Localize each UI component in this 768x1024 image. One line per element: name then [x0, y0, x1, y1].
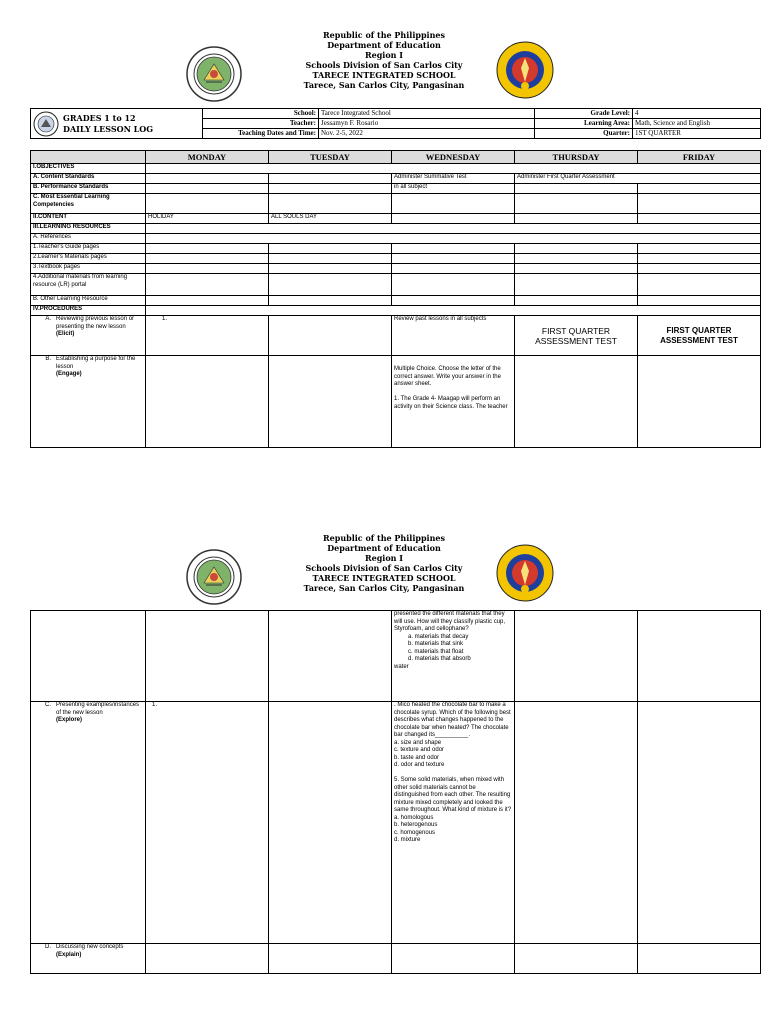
table-row [31, 194, 761, 214]
proc-a-thu: FIRST QUARTER ASSESSMENT TEST [515, 316, 638, 356]
grade-level-value: 4 [633, 109, 761, 119]
table-row [31, 174, 761, 184]
school-value: Tarece Integrated School [319, 109, 535, 119]
day-header: WEDNESDAY [392, 151, 515, 164]
learning-resources-label: III.LEARNING RESOURCES [31, 224, 146, 234]
learning-area-value: Math, Science and English [633, 119, 761, 129]
proc-d-sub: (Explain) [56, 951, 82, 958]
quarter-value: 1ST QUARTER [633, 129, 761, 139]
proc-a-mon: 1. [146, 316, 269, 356]
days-header-row [31, 151, 761, 164]
proc-b-letter: B. [45, 356, 51, 362]
table-row [31, 254, 761, 264]
proc-c-sub: (Explore) [56, 717, 83, 723]
tue-content: ALL SOULS DAY [269, 214, 392, 224]
proc-d-letter: D. [45, 944, 51, 950]
letterhead-division: Schools Division of San Carlos City [305, 563, 463, 573]
table-row [31, 944, 761, 974]
day-header: TUESDAY [269, 151, 392, 164]
proc-b-text: Establishing a purpose for the lesson [56, 356, 136, 370]
content-label: II.CONTENT [31, 214, 146, 224]
choice-b: b. materials that sink [408, 641, 464, 647]
proc-a-letter: A. [45, 316, 51, 322]
table-row [31, 244, 761, 254]
letterhead-region: Region I [364, 50, 404, 60]
table-row [31, 702, 761, 944]
letterhead [0, 30, 768, 90]
letterhead-school: TARECE INTEGRATED SCHOOL [312, 573, 456, 583]
other-resource-label: B. Other Learning Resource [31, 296, 146, 306]
thu-content-standards: Administer First Quarter Assessment [515, 174, 761, 184]
choice-d: d. materials that absorb [408, 656, 471, 662]
teacher-value: Jessamyn F. Rosario [319, 119, 535, 129]
learning-area-label: Learning Area: [535, 119, 633, 129]
proc-b-sub: (Engage) [56, 371, 82, 377]
proc-a-cell [31, 316, 146, 356]
proc-a-text: Reviewing previous lesson or presenting the new lesson [56, 316, 135, 330]
proc-b-wed: Multiple Choice. Choose the letter of the correct answer. Write your answer in the answer sheet. 1. The Grade 4- Maagap will perform an activity on their Science class. The teacher [392, 356, 515, 448]
proc-d-text: Discussing new concepts [56, 944, 124, 950]
proc-c-wed: . Mico heated the chocolate bar to make a chocolate syrup. Which of the following best describes what changes happened to the chocolate bar when heated? The chocolate bar changed its__________. a. size and shape c. texture and odor b. taste and odor d. odor and texture 5. Some solid materials, when mixed with other solid materials cannot be distinguished from each other. The resulting mixture mixed completely and looked the same throughout. What kind of mixture is it? a. homologous b. heterogenous c. homogenous d. mixture [392, 702, 515, 944]
lesson-info-table [30, 108, 761, 139]
table-row [31, 356, 761, 448]
proc-a-sub: (Elicit) [56, 331, 75, 337]
teacher-label: Teacher: [203, 119, 319, 129]
table-row [31, 611, 761, 702]
wed-content-standards: Administer Summative Test [392, 174, 515, 184]
competencies-label: C. Most Essential Learning Competencies [31, 194, 146, 214]
procedures-label: IV.PROCEDURES [31, 306, 146, 316]
letterhead-department: Department of Education [327, 543, 441, 553]
letterhead [0, 533, 768, 593]
proc-c-cell [31, 702, 146, 944]
proc-c-letter: C. [45, 702, 51, 708]
objectives-label: I.OBJECTIVES [31, 164, 146, 174]
learners-materials-label: 2.Learner's Materials pages [31, 254, 146, 264]
deped-logo-icon [33, 111, 59, 137]
proc-a-wed: Review past lessons in all subjects [392, 316, 515, 356]
teaching-dates-value: Nov. 2-5, 2022 [319, 129, 535, 139]
letterhead-address: Tarece, San Carlos City, Pangasinan [303, 80, 465, 90]
school-label: School: [203, 109, 319, 119]
textbook-pages-label: 3.Textbook pages [31, 264, 146, 274]
letterhead-school: TARECE INTEGRATED SCHOOL [312, 70, 456, 80]
dll-log-title: DAILY LESSON LOG [63, 123, 154, 134]
proc-b-cell [31, 356, 146, 448]
letterhead-division: Schools Division of San Carlos City [305, 60, 463, 70]
table-row [31, 264, 761, 274]
grade-level-label: Grade Level: [535, 109, 633, 119]
teaching-dates-label: Teaching Dates and Time: [203, 129, 319, 139]
table-row [31, 184, 761, 194]
table-row [31, 164, 761, 174]
table-row [31, 234, 761, 244]
references-label: A. References [31, 234, 146, 244]
dll-title-cell [31, 109, 203, 139]
content-standards-label: A. Content Standards [31, 174, 146, 184]
mon-content: HOLIDAY [146, 214, 269, 224]
table-row [31, 316, 761, 356]
performance-standards-label: B. Performance Standards [31, 184, 146, 194]
table-row [31, 224, 761, 234]
dll-grades-title: GRADES 1 to 12 [63, 112, 136, 123]
day-header: THURSDAY [515, 151, 638, 164]
table-row [31, 306, 761, 316]
proc-a-fri: FIRST QUARTER ASSESSMENT TEST [638, 316, 761, 356]
corner-header-cell [31, 151, 146, 164]
wed-performance-standards: in all subject [392, 184, 515, 194]
letterhead-department: Department of Education [327, 40, 441, 50]
question-continued: presented the different materials that they will use. How will they classify plastic cup, Styrofoam, and cellophane? [394, 611, 506, 632]
proc-c-text: Presenting examples/instances of the new lesson [56, 702, 140, 716]
proc-c-mon: 1. [146, 702, 269, 944]
choice-d-end: water [394, 663, 409, 670]
letterhead-region: Region I [364, 553, 404, 563]
letterhead-republic: Republic of the Philippines [322, 533, 445, 543]
daily-lesson-log-table-continued [30, 610, 761, 974]
day-header: MONDAY [146, 151, 269, 164]
table-row [31, 296, 761, 306]
choice-a: a. materials that decay [408, 633, 469, 640]
teachers-guide-label: 1.Teacher's Guide pages [31, 244, 146, 254]
choice-c: c. materials that float [408, 648, 464, 655]
letterhead-address: Tarece, San Carlos City, Pangasinan [303, 583, 465, 593]
proc-d-cell [31, 944, 146, 974]
table-row [31, 274, 761, 296]
quarter-label: Quarter: [535, 129, 633, 139]
table-row [31, 214, 761, 224]
day-header: FRIDAY [638, 151, 761, 164]
additional-materials-label: 4.Additional materials from learning resource (LR) portal [31, 274, 146, 296]
daily-lesson-log-table [30, 150, 761, 448]
letterhead-republic: Republic of the Philippines [322, 30, 445, 40]
proc-b-wed-continued [392, 611, 515, 702]
